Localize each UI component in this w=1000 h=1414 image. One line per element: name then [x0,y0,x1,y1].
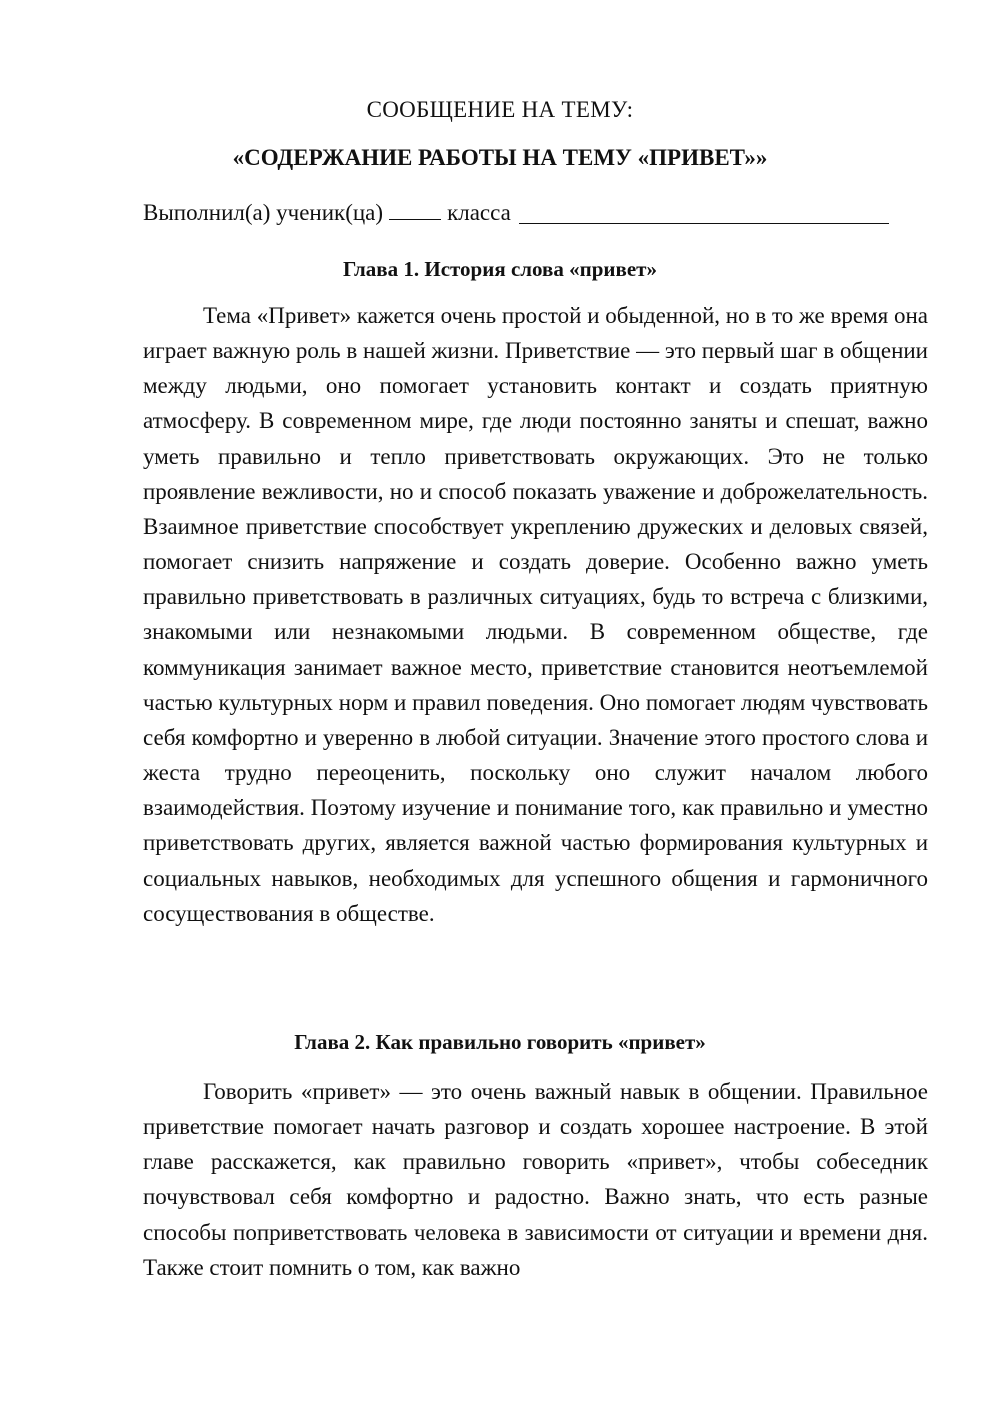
student-name-blank [519,201,889,224]
document-title-line-1: СООБЩЕНИЕ НА ТЕМУ: [366,97,634,122]
chapter-2-paragraph: Говорить «привет» — это очень важный навык в общении. Правильное приветствие помогает начать разговор и создать хорошее настроение. В этой главе расскажется, как правильно говорить «привет», чтобы собеседник почувствовал себя комфортно и радостно. Важно знать, что есть разные способы поприветствовать человека в зависимости от ситуации и времени дня. Также стоит помнить о том, как важно [143,1079,928,1280]
chapter-1-title: Глава 1. История слова «привет» [343,257,657,281]
chapter-2-title: Глава 2. Как правильно говорить «привет» [294,1030,706,1054]
document-title-line-2: «СОДЕРЖАНИЕ РАБОТЫ НА ТЕМУ «ПРИВЕТ»» [232,145,768,170]
author-line [143,197,889,228]
class-number-blank [389,197,441,220]
chapter-1-paragraph: Тема «Привет» кажется очень простой и обыденной, но в то же время она играет важную роль в нашей жизни. Приветствие — это первый шаг в общении между людьми, оно помогает установить контакт и создать приятную атмосферу. В современном мире, где люди постоянно заняты и спешат, важно уметь правильно и тепло приветствовать окружающих. Это не только проявление вежливости, но и способ показать уважение и доброжелательность. Взаимное приветствие способствует укреплению дружеских и деловых связей, помогает снизить напряжение и создать доверие. Особенно важно уметь правильно приветствовать в различных ситуациях, будь то встреча с близкими, знакомыми или незнакомыми людьми. В современном обществе, где коммуникация занимает важное место, приветствие становится неотъемлемой частью культурных норм и правил поведения. Оно помогает людям чувствовать себя комфортно и уверенно в любой ситуации. Значение этого простого слова и жеста трудно переоценить, поскольку оно служит началом любого взаимодействия. Поэтому изучение и понимание того, как правильно и уместно приветствовать других, является важной частью формирования культурных и социальных навыков, необходимых для успешного общения и гармоничного сосуществования в обществе. [143,303,928,926]
author-prefix: Выполнил(а) ученик(ца) [143,200,384,225]
class-label: класса [447,200,511,225]
